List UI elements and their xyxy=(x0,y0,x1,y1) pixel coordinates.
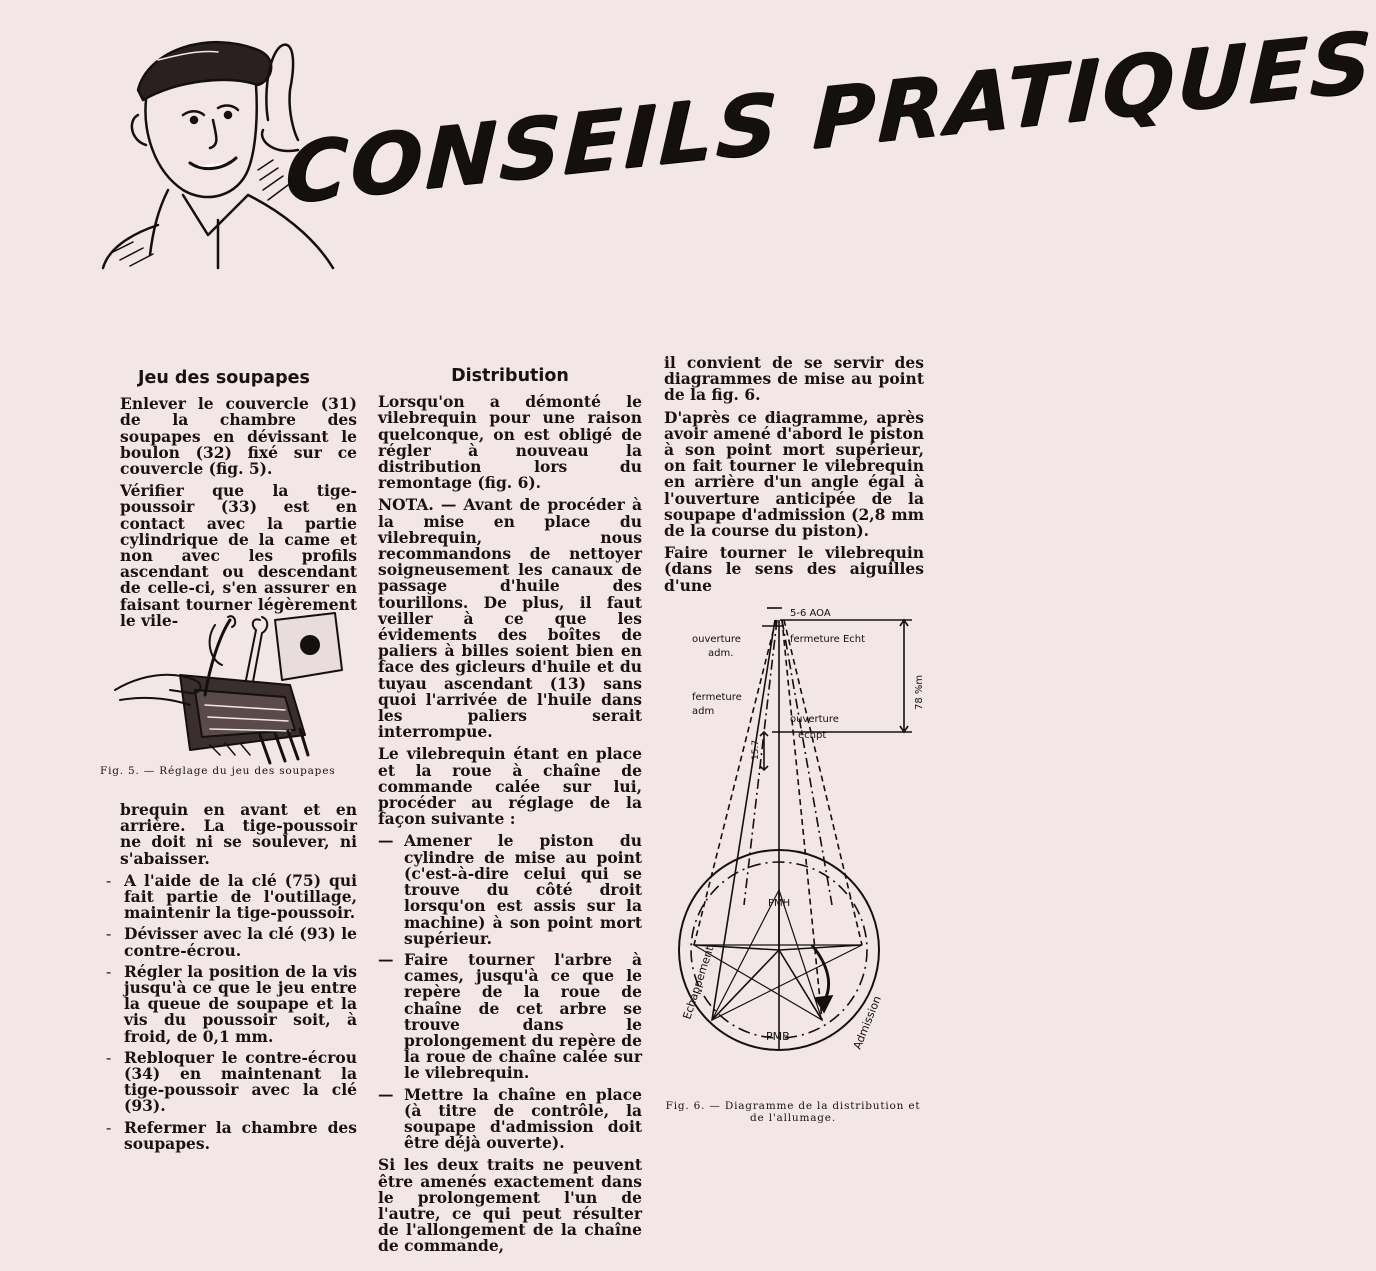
paragraph: Enlever le couvercle (31) de la chambre des soupapes en dévissant le boulon (32) fixé sur ce couvercle (fig. 5). xyxy=(120,394,357,479)
figure-6-timing-diagram xyxy=(672,600,940,1080)
list-item xyxy=(378,833,642,946)
paragraph: Le vilebrequin étant en place et la roue à chaîne de commande calée sur lui, procéder au réglage de la façon suivante : xyxy=(378,744,642,829)
column-1 xyxy=(120,370,357,635)
label-ouverture-adm: ouverture xyxy=(692,634,741,645)
page-title: CONSEILS PRATIQUES xyxy=(283,12,1376,223)
label-dimension-15: 15.7 xyxy=(751,739,761,760)
list-item xyxy=(378,949,642,1083)
paragraph: NOTA. — Avant de procéder à la mise en place du vilebrequin, nous recommandons de nettoyer soigneusement les canaux de passage d'huile des tourillons. De plus, il faut veiller à ce que les évidements des boîtes de paliers à billes soient bien en face des gicleurs d'huile et du tuyau ascendant (13) sans quoi l'arrivée de l'huile dans les paliers serait interrompue. xyxy=(378,495,642,742)
list-item-text: Mettre la chaîne en place (à titre de contrôle, la soupape d'admission doit être déjà ouverte). xyxy=(404,1084,642,1153)
label-dimension-78: 78 %m xyxy=(914,674,925,710)
paragraph: brequin en avant et en arrière. La tige-poussoir ne doit ni se soulever, ni s'abaisser. xyxy=(120,800,357,868)
section-heading-distribution: Distribution xyxy=(451,366,569,386)
dash-marker: — xyxy=(378,1084,394,1104)
list-item: - A l'aide de la clé (75) qui fait partie de l'outillage, maintenir la tige-poussoir. xyxy=(120,873,357,922)
list-item-text: Amener le piston du cylindre de mise au point (c'est-à-dire celui qui se trouve du côté droit lorsqu'on est assis sur la machine) à son point mort supérieur. xyxy=(404,831,642,948)
label-admission: Admission xyxy=(850,994,884,1052)
label-echappement: Echappement xyxy=(680,944,717,1021)
procedure-list xyxy=(120,870,357,1153)
list-item: - Refermer la chambre des soupapes. xyxy=(120,1120,357,1152)
figure-5-caption: Fig. 5. — Réglage du jeu des soupapes xyxy=(100,765,336,777)
column-1-continued xyxy=(120,802,357,1157)
figure-6-caption: Fig. 6. — Diagramme de la distribution et de l'allumage. xyxy=(665,1100,921,1124)
paragraph: Vérifier que la tige-poussoir (33) est en contact avec la partie cylindrique de la came et non avec les profils ascendant ou descendant de celle-ci, s'en assurer en faisant tourner légèrement le vile- xyxy=(120,481,357,630)
label-ouverture-ech-2: échpt xyxy=(798,730,827,741)
list-item xyxy=(378,1084,642,1153)
paragraph: D'après ce diagramme, après avoir amené d'abord le piston à son point mort supérieur, on fait tourner le vilebrequin en arrière d'un angle égal à l'ouverture anticipée de la soupape d'admission (2,8 mm de la course du piston). xyxy=(664,407,924,541)
title-block xyxy=(283,12,1376,275)
list-item: - Régler la position de la vis jusqu'à ce que le jeu entre la queue de soupape et la vis du poussoir soit, à froid, de 0,1 mm. xyxy=(120,964,357,1045)
column-2 xyxy=(378,368,642,1261)
paragraph: Faire tourner le vilebrequin (dans le sens des aiguilles d'une xyxy=(664,543,924,595)
paragraph: Si les deux traits ne peuvent être amenés exactement dans le prolongement l'un de l'autre, ce qui peut résulter de l'allongement de la chaîne de commande, xyxy=(378,1155,642,1256)
label-fermeture-adm: fermeture xyxy=(692,692,742,703)
label-aoa: 5-6 AOA xyxy=(790,608,831,619)
label-pmh: PMH xyxy=(768,898,791,909)
list-item-text: Faire tourner l'arbre à cames, jusqu'à ce que le repère de la roue de chaîne de cet arbre se trouve dans le prolongement du repère de la roue de chaîne calée sur le vilebrequin. xyxy=(404,949,642,1083)
label-ouverture-adm-2: adm. xyxy=(708,648,734,659)
figure-5-illustration xyxy=(110,605,360,765)
label-ouverture-ech: ouverture xyxy=(790,714,839,725)
label-fermeture-ech: fermeture Echt xyxy=(790,634,866,645)
paragraph: Lorsqu'on a démonté le vilebrequin pour une raison quelconque, on est obligé de régler à nouveau la distribution lors du remontage (fig. 6). xyxy=(378,392,642,493)
label-fermeture-adm-2: adm xyxy=(692,706,715,717)
label-pmb: PMB xyxy=(766,1030,790,1043)
dash-marker: — xyxy=(378,949,394,969)
section-heading-jeu-des-soupapes: Jeu des soupapes xyxy=(138,368,310,388)
list-item: - Rebloquer le contre-écrou (34) en maintenant la tige-poussoir avec la clé (93). xyxy=(120,1050,357,1115)
column-3 xyxy=(664,355,924,600)
procedure-list xyxy=(378,833,642,1151)
paragraph: il convient de se servir des diagrammes de mise au point de la fig. 6. xyxy=(664,353,924,405)
list-item: - Dévisser avec la clé (93) le contre-écrou. xyxy=(120,926,357,958)
dash-marker: — xyxy=(378,831,394,851)
